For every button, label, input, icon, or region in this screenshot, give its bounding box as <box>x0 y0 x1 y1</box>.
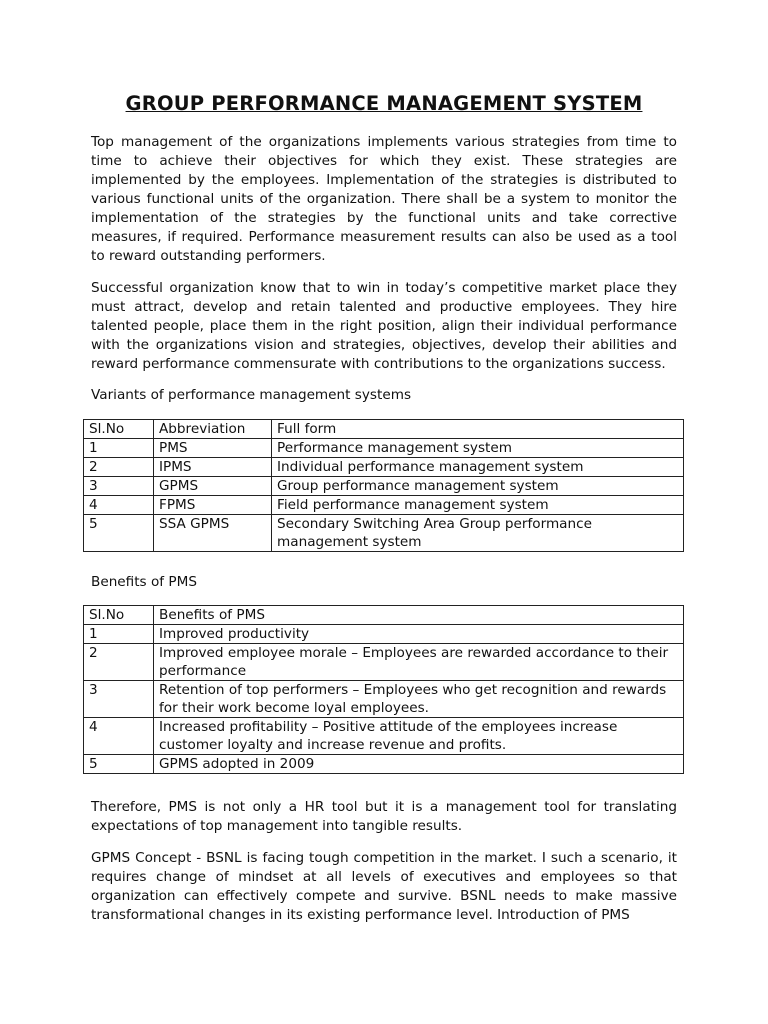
benefits-label: Benefits of PMS <box>91 574 197 590</box>
table-cell: Retention of top performers – Employees who get recognition and rewards for their work become loyal employees. <box>154 681 684 718</box>
table-cell: PMS <box>154 439 272 458</box>
table-cell: Group performance management system <box>272 477 684 496</box>
header-cell: Benefits of PMS <box>154 606 684 625</box>
conclusion-paragraph: Therefore, PMS is not only a HR tool but it is a management tool for translating expectations of top management into tangible results. <box>91 799 677 834</box>
table-cell: GPMS adopted in 2009 <box>154 755 684 774</box>
header-cell: Sl.No <box>84 420 154 439</box>
table-cell: 2 <box>84 644 154 681</box>
table-row <box>84 458 684 477</box>
table-row <box>84 515 684 552</box>
table-cell: 3 <box>84 477 154 496</box>
table-row <box>84 718 684 755</box>
table-cell: Increased profitability – Positive attitude of the employees increase customer loyalty and increase revenue and profits. <box>154 718 684 755</box>
page-title: GROUP PERFORMANCE MANAGEMENT SYSTEM <box>125 92 643 115</box>
table-row <box>84 755 684 774</box>
table-row <box>84 681 684 718</box>
organization-paragraph: Successful organization know that to win in today’s competitive market place they must attract, develop and retain talented and productive employees. They hire talented people, place them in the right position, align their individual performance with the organizations vision and strategies, objectives, develop their abilities and reward performance commensurate with contributions to the organizations success. <box>91 280 677 372</box>
table-cell: Improved productivity <box>154 625 684 644</box>
table-header-row <box>84 420 684 439</box>
table-cell: SSA GPMS <box>154 515 272 552</box>
table-cell: 4 <box>84 496 154 515</box>
table-cell: Performance management system <box>272 439 684 458</box>
header-cell: Full form <box>272 420 684 439</box>
table-row <box>84 625 684 644</box>
gpms-concept-paragraph: GPMS Concept - BSNL is facing tough competition in the market. I such a scenario, it requires change of mindset at all levels of executives and employees so that organization can effectively compete and survive. BSNL needs to make massive transformational changes in its existing performance level. Introduction of PMS <box>91 850 677 923</box>
table-cell: GPMS <box>154 477 272 496</box>
table-cell: 4 <box>84 718 154 755</box>
intro-paragraph: Top management of the organizations implements various strategies from time to time to achieve their objectives for which they exist. These strategies are implemented by the employees. Implementation of the strategies is distributed to various functional units of the organization. There shall be a system to monitor the implementation of the strategies by the functional units and take corrective measures, if required. Performance measurement results can also be used as a tool to reward outstanding performers. <box>91 134 677 264</box>
variants-table <box>83 419 684 552</box>
table-cell: Field performance management system <box>272 496 684 515</box>
table-header-row <box>84 606 684 625</box>
benefits-table <box>83 605 684 774</box>
table-cell: 3 <box>84 681 154 718</box>
table-row <box>84 477 684 496</box>
table-cell: FPMS <box>154 496 272 515</box>
table-cell: 5 <box>84 515 154 552</box>
table-cell: Improved employee morale – Employees are rewarded accordance to their performance <box>154 644 684 681</box>
variants-label: Variants of performance management systems <box>91 387 412 403</box>
table-cell: 5 <box>84 755 154 774</box>
table-cell: Individual performance management system <box>272 458 684 477</box>
table-cell: 2 <box>84 458 154 477</box>
table-cell: 1 <box>84 625 154 644</box>
table-cell: Secondary Switching Area Group performance management system <box>272 515 684 552</box>
table-cell: IPMS <box>154 458 272 477</box>
header-cell: Abbreviation <box>154 420 272 439</box>
table-row <box>84 644 684 681</box>
header-cell: Sl.No <box>84 606 154 625</box>
table-row <box>84 496 684 515</box>
table-cell: 1 <box>84 439 154 458</box>
table-row <box>84 439 684 458</box>
